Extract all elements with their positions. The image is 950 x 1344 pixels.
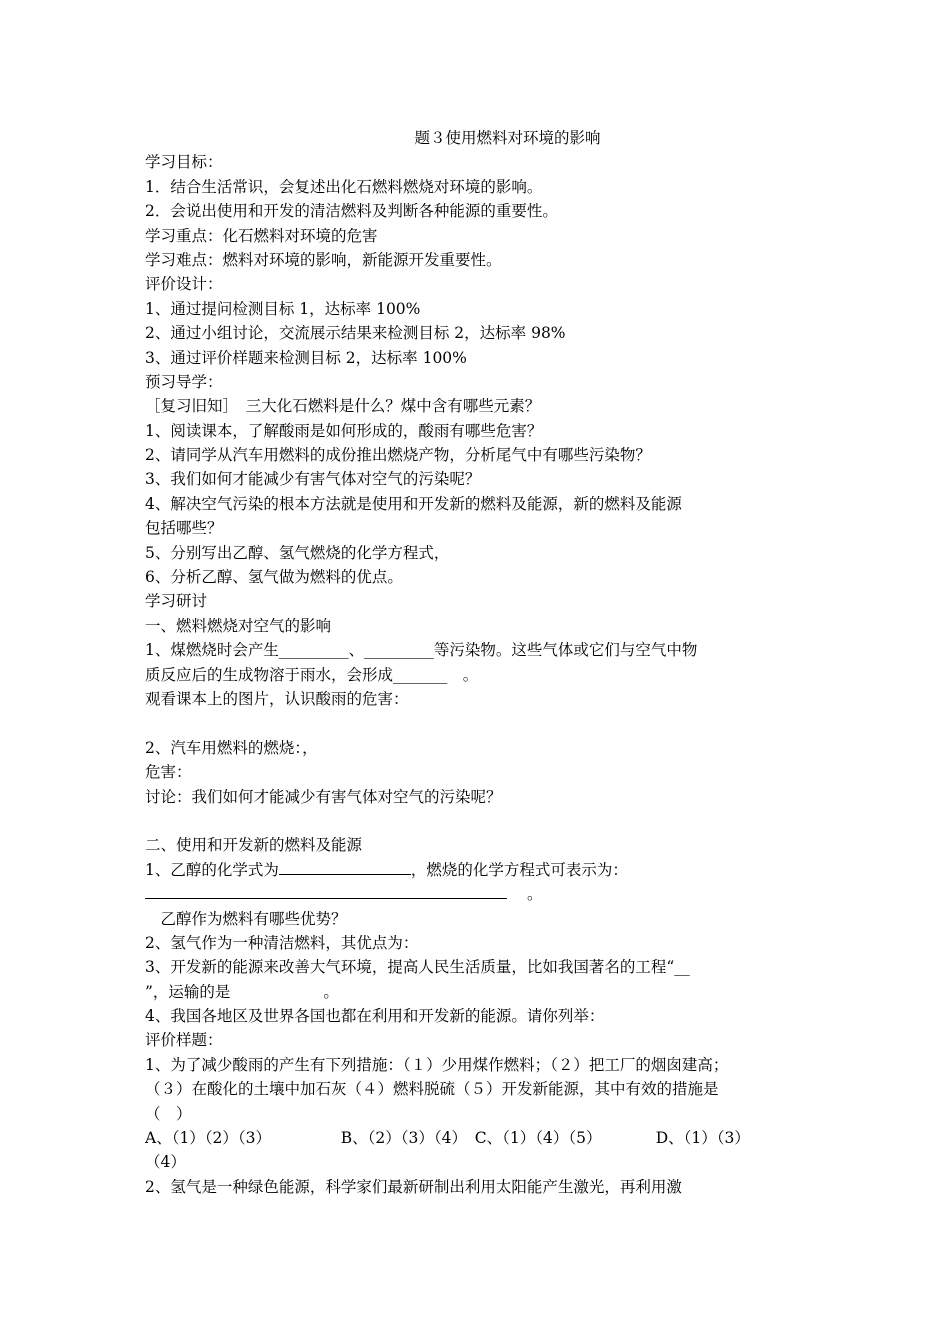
- page-title: 题３使用燃料对环境的影响: [414, 129, 601, 147]
- doc-line: （ ）: [145, 1104, 192, 1123]
- document-body: [145, 126, 810, 1199]
- doc-line: 2、通过小组讨论，交流展示结果来检测目标 2，达标率 98%: [145, 324, 566, 343]
- doc-line: ”，运输的是 。: [145, 982, 339, 1001]
- doc-line: 质反应后的生成物溶于雨水，会形成_______ 。: [145, 665, 479, 684]
- doc-line: 1．结合生活常识，会复述出化石燃料燃烧对环境的影响。: [145, 177, 543, 196]
- doc-line: 学习研讨: [145, 592, 208, 611]
- doc-line: 观看课本上的图片，认识酸雨的危害：: [145, 689, 409, 708]
- doc-line: 3、我们如何才能减少有害气体对空气的污染呢？: [145, 470, 481, 489]
- doc-line: 4、解决空气污染的根本方法就是使用和开发新的燃料及能源，新的燃料及能源: [145, 494, 682, 513]
- doc-line: 评价设计：: [145, 275, 223, 294]
- doc-line: （３）在酸化的土壤中加石灰（４）燃料脱硫（５）开发新能源，其中有效的措施是: [145, 1080, 719, 1099]
- doc-line: 1、为了减少酸雨的产生有下列措施：（１）少用煤作燃料；（２）把工厂的烟囱建高；: [145, 1055, 729, 1074]
- doc-line: 预习导学：: [145, 372, 223, 391]
- doc-line: 乙醇作为燃料有哪些优势？: [145, 909, 347, 928]
- doc-line: [145, 809, 810, 833]
- doc-line: （4）: [145, 1153, 186, 1172]
- text-block-2: [145, 907, 810, 1200]
- doc-line: 学习难点：燃料对环境的影响，新能源开发重要性。: [145, 250, 502, 269]
- doc-line: 包括哪些？: [145, 519, 223, 538]
- equation-end: 。: [527, 885, 543, 904]
- doc-line: [145, 711, 810, 735]
- doc-line: 2、请同学从汽车用燃料的成份推出燃烧产物，分析尾气中有哪些污染物？: [145, 446, 651, 465]
- doc-line: 1、煤燃烧时会产生_________、_________等污染物。这些气体或它们与空气中物: [145, 641, 698, 660]
- doc-line: 二、使用和开发新的燃料及能源: [145, 836, 363, 855]
- doc-line: 6、分析乙醇、氢气做为燃料的优点。: [145, 568, 403, 587]
- doc-line: 2、汽车用燃料的燃烧：，: [145, 738, 318, 757]
- doc-line: 2、氢气作为一种清洁燃料，其优点为：: [145, 933, 419, 952]
- ethanol-question-line: [145, 858, 810, 882]
- doc-line: 2．会说出使用和开发的清洁燃料及判断各种能源的重要性。: [145, 202, 558, 221]
- doc-line: 4、我国各地区及世界各国也都在利用和开发新的能源。请你列举：: [145, 1007, 605, 1026]
- doc-line: 1、通过提问检测目标 1，达标率 100%: [145, 299, 421, 318]
- doc-line: 1、阅读课本，了解酸雨是如何形成的，酸雨有哪些危害？: [145, 421, 543, 440]
- doc-line: ［复习旧知］ 三大化石燃料是什么？煤中含有哪些元素？: [145, 397, 541, 416]
- doc-line: A、（1）（2）（3） B、（2）（3）（4） C、（1）（4）（5） D、（1）（3）: [145, 1129, 750, 1148]
- doc-line: 3、开发新的能源来改善大气环境，提高人民生活质量，比如我国著名的工程“__: [145, 958, 690, 977]
- answer-blank: [279, 858, 411, 875]
- doc-line: 评价样题：: [145, 1031, 223, 1050]
- doc-line: 危害：: [145, 763, 192, 782]
- doc-line: 一、燃料燃烧对空气的影响: [145, 616, 332, 635]
- text-block-1: [145, 150, 810, 857]
- ethanol-label-2: ，燃烧的化学方程式可表示为：: [410, 860, 628, 879]
- doc-line: 2、氢气是一种绿色能源，科学家们最新研制出利用太阳能产生激光，再利用激: [145, 1177, 682, 1196]
- doc-line: 学习目标：: [145, 153, 223, 172]
- doc-line: 学习重点：化石燃料对环境的危害: [145, 226, 378, 245]
- doc-line: 讨论：我们如何才能减少有害气体对空气的污染呢？: [145, 787, 502, 806]
- ethanol-label: 1、乙醇的化学式为: [145, 860, 279, 879]
- equation-blank: [145, 882, 507, 899]
- equation-line: [145, 882, 810, 906]
- doc-line: 3、通过评价样题来检测目标 2，达标率 100%: [145, 348, 467, 367]
- doc-line: 5、分别写出乙醇、氢气燃烧的化学方程式，: [145, 543, 450, 562]
